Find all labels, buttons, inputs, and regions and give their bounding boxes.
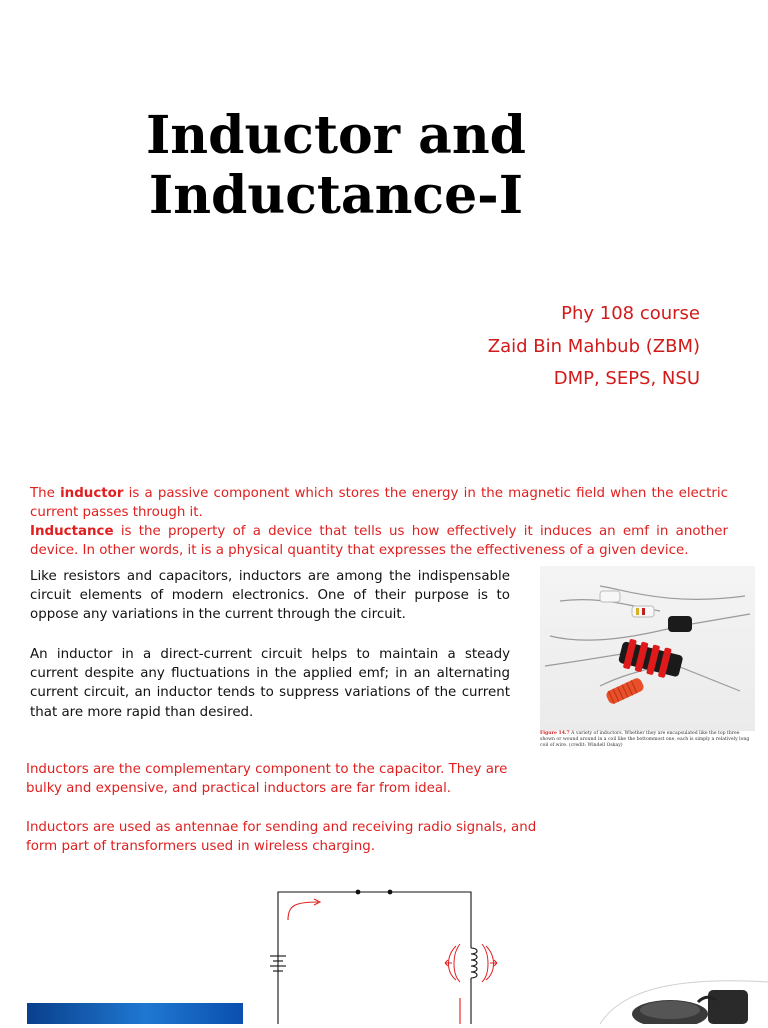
title-line-1: Inductor and (145, 105, 527, 166)
department: DMP, SEPS, NSU (553, 368, 700, 389)
inductor-definition: is a passive component which stores the energy in the magnetic field when the electric current passes through it. (30, 486, 729, 520)
current-arrow-icon (288, 902, 318, 920)
course-meta (488, 298, 700, 396)
inductor-term: inductor (60, 486, 124, 501)
figure-caption (540, 731, 755, 749)
inductance-definition: is the property of a device that tells us how effectively it induces an emf in another device. In other words, it is a physical quantity that expresses the effectiveness of a given device. (30, 524, 728, 558)
definition-the: The (30, 486, 61, 501)
dc-circuit-paragraph: An inductor in a direct-current circuit helps to maintain a steady current despite any fluctuations in the applied emf; in an alternating current circuit, an inductor tends to suppress variations of the current that are more rapid than desired. (30, 647, 510, 720)
course-name: Phy 108 course (561, 303, 700, 324)
definition-paragraph (30, 484, 728, 560)
inductance-term: Inductance (30, 524, 114, 539)
resistors-paragraph: Like resistors and capacitors, inductors are among the indispensable circuit elements of modern electronics. One of their purpose is to oppose any variations in the current through the circuit. (30, 569, 510, 623)
switch-terminal-right (388, 890, 393, 895)
inductor-circuit-diagram (262, 880, 500, 1024)
antennae-paragraph: Inductors are used as antennae for sending and receiving radio signals, and form part of transformers used in wireless charging. (26, 820, 537, 854)
figure-caption-text: A variety of inductors. Whether they are encapsulated like the top three shown or wound around in a coil like the bottommost one, each is simply a relatively long coil of wire. (credit: Windell Oskay) (540, 731, 750, 748)
wireless-charger-photo (600, 972, 768, 1024)
inductors-photo (540, 566, 755, 731)
author-name: Zaid Bin Mahbub (ZBM) (487, 335, 700, 357)
title-line-2: Inductance-I (148, 165, 524, 226)
figure-label: Figure 14.7 (540, 731, 570, 736)
complementary-paragraph: Inductors are the complementary component to the capacitor. They are bulky and expensive, and practical inductors are far from ideal. (26, 762, 508, 796)
switch-terminal-left (356, 890, 361, 895)
power-lines-photo (27, 1003, 243, 1024)
inductor-coil-icon (445, 944, 497, 982)
page-title (0, 106, 672, 226)
